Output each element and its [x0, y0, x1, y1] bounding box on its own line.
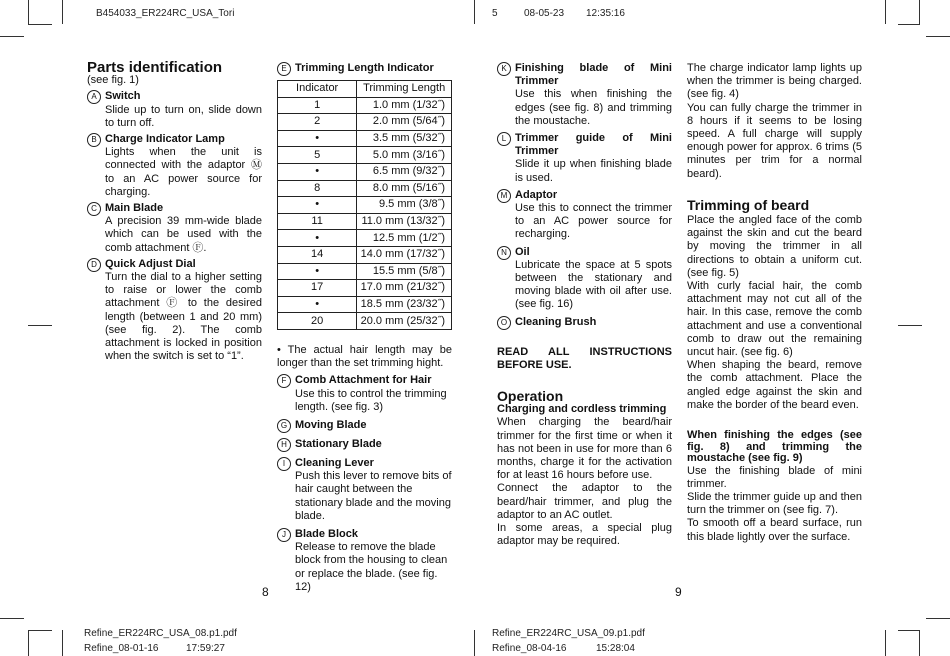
header-page: 5 — [492, 8, 498, 19]
crop-mark — [926, 618, 950, 619]
part-desc: Use this when finishing the edges (see fig. 8) and trimming the moustache. — [515, 88, 672, 127]
crop-mark — [28, 630, 52, 631]
part-item — [277, 419, 452, 433]
table-note: • The actual hair length may be longer than the set trimming hight. — [277, 343, 452, 370]
indicator-cell: • — [278, 130, 357, 147]
letter-badge: O — [497, 316, 511, 330]
crop-mark — [474, 0, 475, 24]
length-cell: 9.5 mm (3/8˝) — [357, 197, 452, 214]
letter-badge: A — [87, 90, 101, 104]
indicator-cell: 20 — [278, 313, 357, 330]
length-cell: 17.0 mm (21/32˝) — [357, 280, 452, 297]
edges-p3: To smooth off a beard surface, run this blade lightly over the surface. — [687, 517, 862, 543]
column-parts — [87, 61, 262, 363]
indicator-cell: • — [278, 296, 357, 313]
part-item — [497, 316, 672, 330]
footer-right-time: 15:28:04 — [596, 643, 635, 654]
letter-badge: E — [277, 62, 291, 76]
full-charge-text: You can fully charge the trimmer in 8 hours if it seems to be losing speed. A full charge will supply enough power for approx. 6 trims (5 minutes per trim for a normal beard). — [687, 101, 862, 180]
letter-badge: M — [497, 189, 511, 203]
part-name: Moving Blade — [295, 418, 367, 431]
indicator-cell: • — [278, 230, 357, 247]
crop-mark — [62, 630, 63, 656]
part-desc: Slide it up when finishing blade is used. — [515, 158, 672, 184]
length-cell: 6.5 mm (9/32˝) — [357, 163, 452, 180]
indicator-cell: 14 — [278, 246, 357, 263]
table-header-indicator: Indicator — [278, 81, 357, 98]
part-item — [87, 202, 262, 255]
indicator-cell: • — [278, 263, 357, 280]
part-name: Quick Adjust Dial — [105, 257, 196, 270]
length-cell: 18.5 mm (23/32˝) — [357, 296, 452, 313]
crop-mark — [919, 630, 920, 656]
table-row — [278, 296, 452, 313]
letter-badge: H — [277, 438, 291, 452]
part-item — [497, 62, 672, 128]
part-item — [277, 528, 452, 594]
part-desc: Use this to control the trimming length. (see fig. 3) — [295, 387, 447, 413]
crop-mark — [898, 630, 920, 631]
trimming-length-table — [277, 80, 452, 330]
part-desc: A precision 39 mm-wide blade which can be used with the comb attachment Ⓕ. — [105, 215, 262, 254]
table-row — [278, 263, 452, 280]
length-cell: 5.0 mm (3/16˝) — [357, 147, 452, 164]
length-cell: 14.0 mm (17/32˝) — [357, 246, 452, 263]
edges-title: When finishing the edges (see fig. 8) and trimming the moustache (see fig. 9) — [687, 429, 862, 465]
indicator-cell: 17 — [278, 280, 357, 297]
letter-badge: F — [277, 374, 291, 388]
length-cell: 2.0 mm (5/64˝) — [357, 114, 452, 131]
header-filename: B454033_ER224RC_USA_Tori — [96, 8, 235, 19]
read-all-notice: READ ALL INSTRUCTIONS BEFORE USE. — [497, 345, 672, 371]
indicator-cell: 5 — [278, 147, 357, 164]
crop-mark — [926, 36, 950, 37]
crop-mark — [28, 24, 52, 25]
table-title: Trimming Length Indicator — [295, 62, 434, 74]
indicator-cell: 1 — [278, 97, 357, 114]
length-cell: 8.0 mm (5/16˝) — [357, 180, 452, 197]
page-number-right: 9 — [675, 585, 682, 599]
charge-text: The charge indicator lamp lights up when the trimmer is being charged. (see fig. 4) — [687, 62, 862, 101]
indicator-cell: • — [278, 197, 357, 214]
letter-badge: G — [277, 419, 291, 433]
part-item — [497, 132, 672, 185]
table-row — [278, 246, 452, 263]
parts-list — [87, 90, 262, 363]
crop-mark — [898, 325, 922, 326]
letter-badge: C — [87, 202, 101, 216]
crop-mark — [0, 36, 24, 37]
table-row — [278, 114, 452, 131]
table-heading — [277, 62, 452, 76]
table-row — [278, 313, 452, 330]
indicator-cell: 11 — [278, 213, 357, 230]
operation-title: Operation — [497, 388, 564, 405]
length-cell: 1.0 mm (1/32˝) — [357, 97, 452, 114]
page-number-left: 8 — [262, 585, 269, 599]
trimming-p3: When shaping the beard, remove the comb attachment. Place the angled edge against the skin and make the border of the beard even. — [687, 359, 862, 411]
letter-badge: I — [277, 457, 291, 471]
part-name: Finishing blade of Mini Trimmer — [515, 62, 672, 88]
part-item — [87, 133, 262, 199]
length-cell: 3.5 mm (5/32˝) — [357, 130, 452, 147]
part-item — [277, 438, 452, 452]
parts-title: Parts identification — [87, 59, 223, 76]
indicator-cell: 8 — [278, 180, 357, 197]
parts2-list — [277, 374, 452, 594]
crop-mark — [28, 0, 29, 24]
letter-badge: L — [497, 132, 511, 146]
trimming-title: Trimming of beard — [687, 196, 810, 213]
parts3-list — [497, 62, 672, 330]
part-desc: Lights when the unit is connected with the adaptor Ⓜ to an AC power source for charging. — [105, 146, 262, 198]
indicator-cell: 2 — [278, 114, 357, 131]
edges-p2: Slide the trimmer guide up and then turn the trimmer on (see fig. 7). — [687, 490, 862, 517]
header-time: 12:35:16 — [586, 8, 625, 19]
part-name: Switch — [105, 90, 141, 103]
operation-p2: Connect the adaptor to the beard/hair trimmer, and plug the adaptor to an AC outlet. — [497, 482, 672, 521]
length-cell: 15.5 mm (5/8˝) — [357, 263, 452, 280]
column-operation — [497, 62, 672, 549]
part-item — [87, 90, 262, 130]
column-table — [277, 62, 452, 594]
footer-left-time: 17:59:27 — [186, 643, 225, 654]
part-item — [87, 258, 262, 364]
part-name: Comb Attachment for Hair — [295, 374, 432, 387]
table-row — [278, 213, 452, 230]
table-row — [278, 163, 452, 180]
operation-p1: When charging the beard/hair trimmer for the first time or when it has not been in use for more than 6 months, charge it for the activation for at least 16 hours before use. — [497, 416, 672, 482]
edges-p1: Use the finishing blade of mini trimmer. — [687, 464, 862, 490]
length-cell: 20.0 mm (25/32˝) — [357, 313, 452, 330]
letter-badge: K — [497, 62, 511, 76]
length-cell: 12.5 mm (1/2˝) — [357, 230, 452, 247]
footer-left-date: Refine_08-01-16 — [84, 643, 159, 654]
header-date: 08-05-23 — [524, 8, 565, 19]
crop-mark — [919, 0, 920, 24]
parts-subtitle: (see fig. 1) — [87, 74, 139, 87]
part-name: Cleaning Lever — [295, 456, 374, 469]
table-row — [278, 130, 452, 147]
footer-left-file: Refine_ER224RC_USA_08.p1.pdf — [84, 628, 237, 639]
column-trimming — [687, 62, 862, 544]
letter-badge: D — [87, 258, 101, 272]
letter-badge: N — [497, 246, 511, 260]
crop-mark — [885, 630, 886, 656]
part-desc: Turn the dial to a higher setting to raise or lower the comb attachment Ⓕ to the desired length (between 1 and 20 mm) (see fig. 2). The comb attachment is locked in position when the switch is set to “1”. — [105, 271, 262, 363]
part-desc: Use this to connect the trimmer to an AC power source for recharging. — [515, 202, 672, 241]
crop-mark — [28, 325, 52, 326]
table-row — [278, 280, 452, 297]
footer-right-date: Refine_08-04-16 — [492, 643, 567, 654]
table-row — [278, 147, 452, 164]
table-row — [278, 97, 452, 114]
letter-badge: B — [87, 133, 101, 147]
trimming-p2: With curly facial hair, the comb attachment may not cut all of the hair. In this case, remove the comb attachment and use a conventional comb to draw out the remaining uncut hair. (see fig. 6) — [687, 280, 862, 359]
part-name: Adaptor — [515, 188, 558, 201]
part-desc: Slide up to turn on, slide down to turn off. — [105, 103, 262, 129]
trimming-p1: Place the angled face of the comb against the skin and cut the beard by moving the trimmer in all directions to obtain a uniform cut. (see fig. 5) — [687, 214, 862, 279]
crop-mark — [0, 618, 24, 619]
operation-subtitle: Charging and cordless trimming — [497, 403, 667, 416]
table-header-length: Trimming Length — [357, 81, 452, 98]
part-name: Oil — [515, 245, 530, 258]
part-item — [277, 457, 452, 523]
part-desc: Push this lever to remove bits of hair caught between the stationary blade and the moving blade. — [295, 470, 452, 522]
letter-badge: J — [277, 528, 291, 542]
crop-mark — [898, 24, 920, 25]
part-item — [497, 246, 672, 312]
part-item — [277, 374, 452, 414]
table-row — [278, 197, 452, 214]
part-item — [497, 189, 672, 242]
footer-right-file: Refine_ER224RC_USA_09.p1.pdf — [492, 628, 645, 639]
part-name: Cleaning Brush — [515, 315, 597, 328]
part-name: Charge Indicator Lamp — [105, 133, 225, 146]
part-name: Trimmer guide of Mini Trimmer — [515, 132, 672, 158]
crop-mark — [28, 630, 29, 656]
part-desc: Release to remove the blade block from the housing to clean or replace the blade. (see fig. 12) — [295, 541, 448, 593]
crop-mark — [474, 630, 475, 656]
indicator-cell: • — [278, 163, 357, 180]
table-row — [278, 180, 452, 197]
operation-p3: In some areas, a special plug adaptor may be required. — [497, 522, 672, 548]
length-cell: 11.0 mm (13/32˝) — [357, 213, 452, 230]
crop-mark — [62, 0, 63, 24]
part-desc: Lubricate the space at 5 spots between the stationary and moving blade with oil after use. (see fig. 16) — [515, 258, 672, 311]
part-name: Blade Block — [295, 527, 358, 540]
part-name: Main Blade — [105, 202, 164, 215]
table-row — [278, 230, 452, 247]
crop-mark — [885, 0, 886, 24]
part-name: Stationary Blade — [295, 437, 382, 450]
